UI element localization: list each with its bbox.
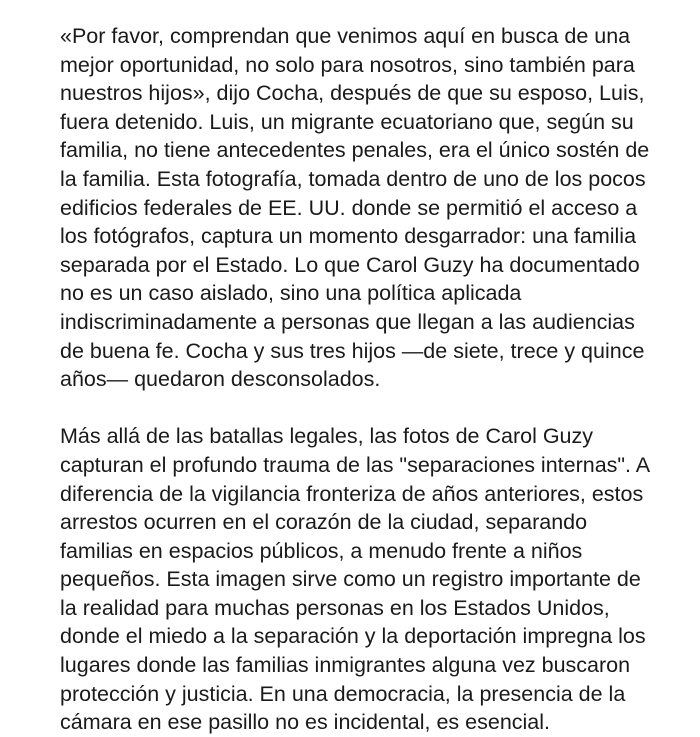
paragraph-detention-story: «Por favor, comprendan que venimos aquí en busca de una mejor oportunidad, no solo para nosotros, sino también para nuestros hijos», dijo Cocha, después de que su esposo, Luis, fuera detenido. Luis, un migrante ecuatoriano que, según su familia, no tiene antecedentes penales, era el único sostén de la familia. Esta fotografía, tomada dentro de uno de los pocos edificios federales de EE. UU. donde se permitió el acceso a los fotógrafos, captura un momento desgarrador: una familia separada por el Estado. Lo que Carol Guzy ha documentado no es un caso aislado, sino una política aplicada indiscriminadamente a personas que llegan a las audiencias de buena fe. Cocha y sus tres hijos —de siete, trece y quince años— quedaron desconsolados.	[60, 24, 650, 392]
paragraph-internal-separations: Más allá de las batallas legales, las fotos de Carol Guzy capturan el profundo trauma de las "separaciones internas". A diferencia de la vigilancia fronteriza de años anteriores, estos arrestos ocurren en el corazón de la ciudad, separando familias en espacios públicos, a menudo frente a niños pequeños. Esta imagen sirve como un registro importante de la realidad para muchas personas en los Estados Unidos, donde el miedo a la separación y la deportación impregna los lugares donde las familias inmigrantes alguna vez buscaron protección y justicia. En una democracia, la presencia de la cámara en ese pasillo no es incidental, es esencial.	[60, 424, 651, 735]
article-body	[60, 22, 690, 737]
